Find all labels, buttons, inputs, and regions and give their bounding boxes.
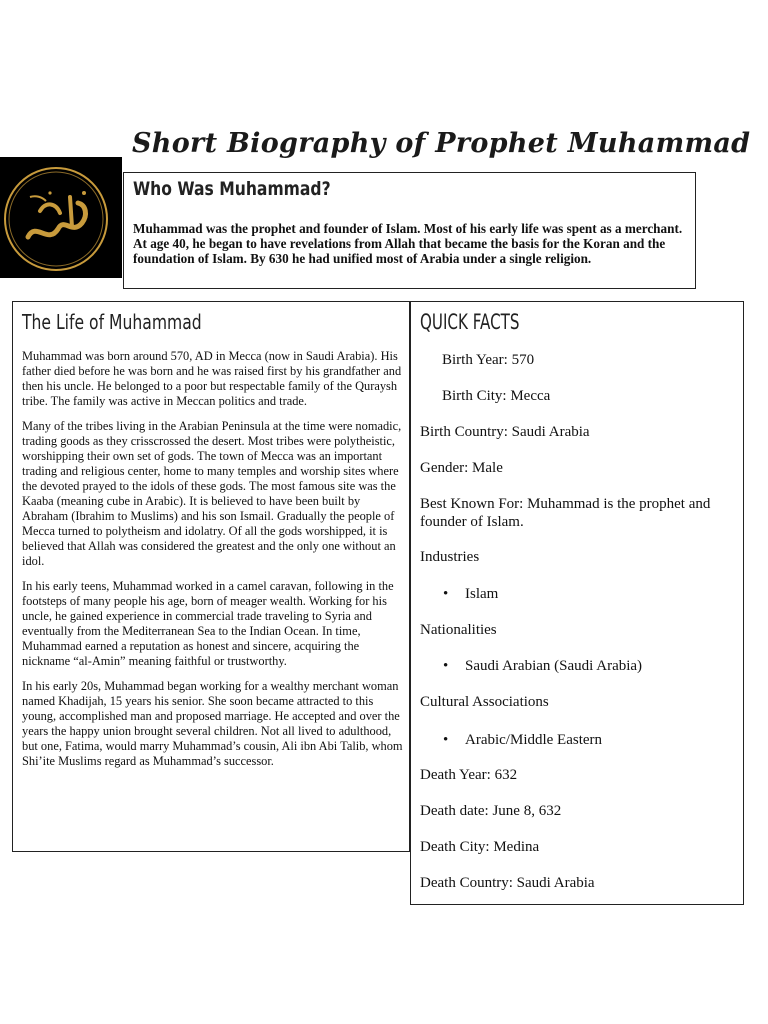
life-heading: The Life of Muhammad — [22, 310, 202, 334]
fact-industries-label: Industries — [420, 549, 480, 565]
life-paragraph: In his early teens, Muhammad worked in a camel caravan, following in the footsteps of many people his age, born of meager wealth. Working for his uncle, he gained experience in commercial trade traveling to Syria and eventually from the Mediterranean Sea to the Indian Ocean. In time, Muhammad earned a reputation as honest and sincere, acquiring the nickname “al-Amin” meaning faithful or trustworthy. — [22, 579, 394, 668]
muhammad-calligraphy-emblem-icon — [0, 157, 122, 278]
cultural-value: Arabic/Middle Eastern — [465, 732, 603, 748]
list-item — [443, 657, 643, 675]
intro-section — [123, 172, 696, 289]
life-section — [12, 301, 410, 852]
life-paragraph: Many of the tribes living in the Arabian Peninsula at the time were nomadic, trading goods as they crisscrossed the desert. Most tribes were polytheistic, worshipping their own set of gods. The town of Mecca was an important trading and religious center, home to many temples and worship sites where the devoted prayed to the idols of these gods. The most famous site was the Kaaba (meaning cube in Arabic). It is believed to have been built by Abraham (Ibrahim to Muslims) and his son Ismail. Gradually the people of Mecca turned to polytheism and idolatry. Of all the gods worshipped, it is believed that Allah was considered the greatest and the only one without an idol. — [22, 419, 402, 568]
fact-death-year: Death Year: 632 — [420, 767, 518, 783]
industry-value: Islam — [465, 586, 499, 602]
fact-birth-city: Birth City: Mecca — [442, 388, 551, 404]
fact-gender: Gender: Male — [420, 460, 503, 476]
life-paragraphs — [22, 349, 407, 779]
intro-text: Muhammad was the prophet and founder of Islam. Most of his early life was spent as a merchant. At age 40, he began to have revelations from Allah that became the basis for the Koran and the foundation of Islam. By 630 he had unified most of Arabia under a single religion. — [133, 221, 683, 266]
quick-facts-section — [410, 301, 744, 905]
bullet-icon: • — [443, 732, 449, 748]
fact-birth-country: Birth Country: Saudi Arabia — [420, 424, 590, 440]
fact-death-country: Death Country: Saudi Arabia — [420, 875, 595, 891]
life-paragraph: In his early 20s, Muhammad began working for a wealthy merchant woman named Khadijah, 15 years his senior. She soon became attracted to this young, accomplished man and proposed marriage. He accepted and over the years the happy union brought several children. Not all lived to adulthood, but one, Fatima, would marry Muhammad’s cousin, Ali ibn Abi Talib, whom Shi’ite Muslims regard as Muhammad’s successor. — [22, 679, 403, 768]
list-item — [443, 731, 603, 749]
bullet-icon: • — [443, 658, 449, 674]
fact-best-known: Best Known For: Muhammad is the prophet and founder of Islam. — [420, 496, 711, 530]
list-item — [443, 585, 499, 603]
life-paragraph: Muhammad was born around 570, AD in Mecca (now in Saudi Arabia). His father died before he was born and he was raised first by his grandfather and then his uncle. He belonged to a poor but respectable family of the Quraysh tribe. The family was active in Meccan politics and trade. — [22, 349, 402, 408]
page-title: Short Biography of Prophet Muhammad — [132, 128, 751, 159]
fact-death-date: Death date: June 8, 632 — [420, 803, 562, 819]
intro-heading: Who Was Muhammad? — [133, 178, 331, 200]
bullet-icon: • — [443, 586, 449, 602]
nationality-value: Saudi Arabian (Saudi Arabia) — [465, 658, 643, 674]
quick-facts-heading: QUICK FACTS — [420, 310, 520, 334]
fact-death-city: Death City: Medina — [420, 839, 540, 855]
fact-cultural-label: Cultural Associations — [420, 694, 549, 710]
fact-birth-year: Birth Year: 570 — [442, 352, 535, 368]
fact-nationalities-label: Nationalities — [420, 622, 497, 638]
